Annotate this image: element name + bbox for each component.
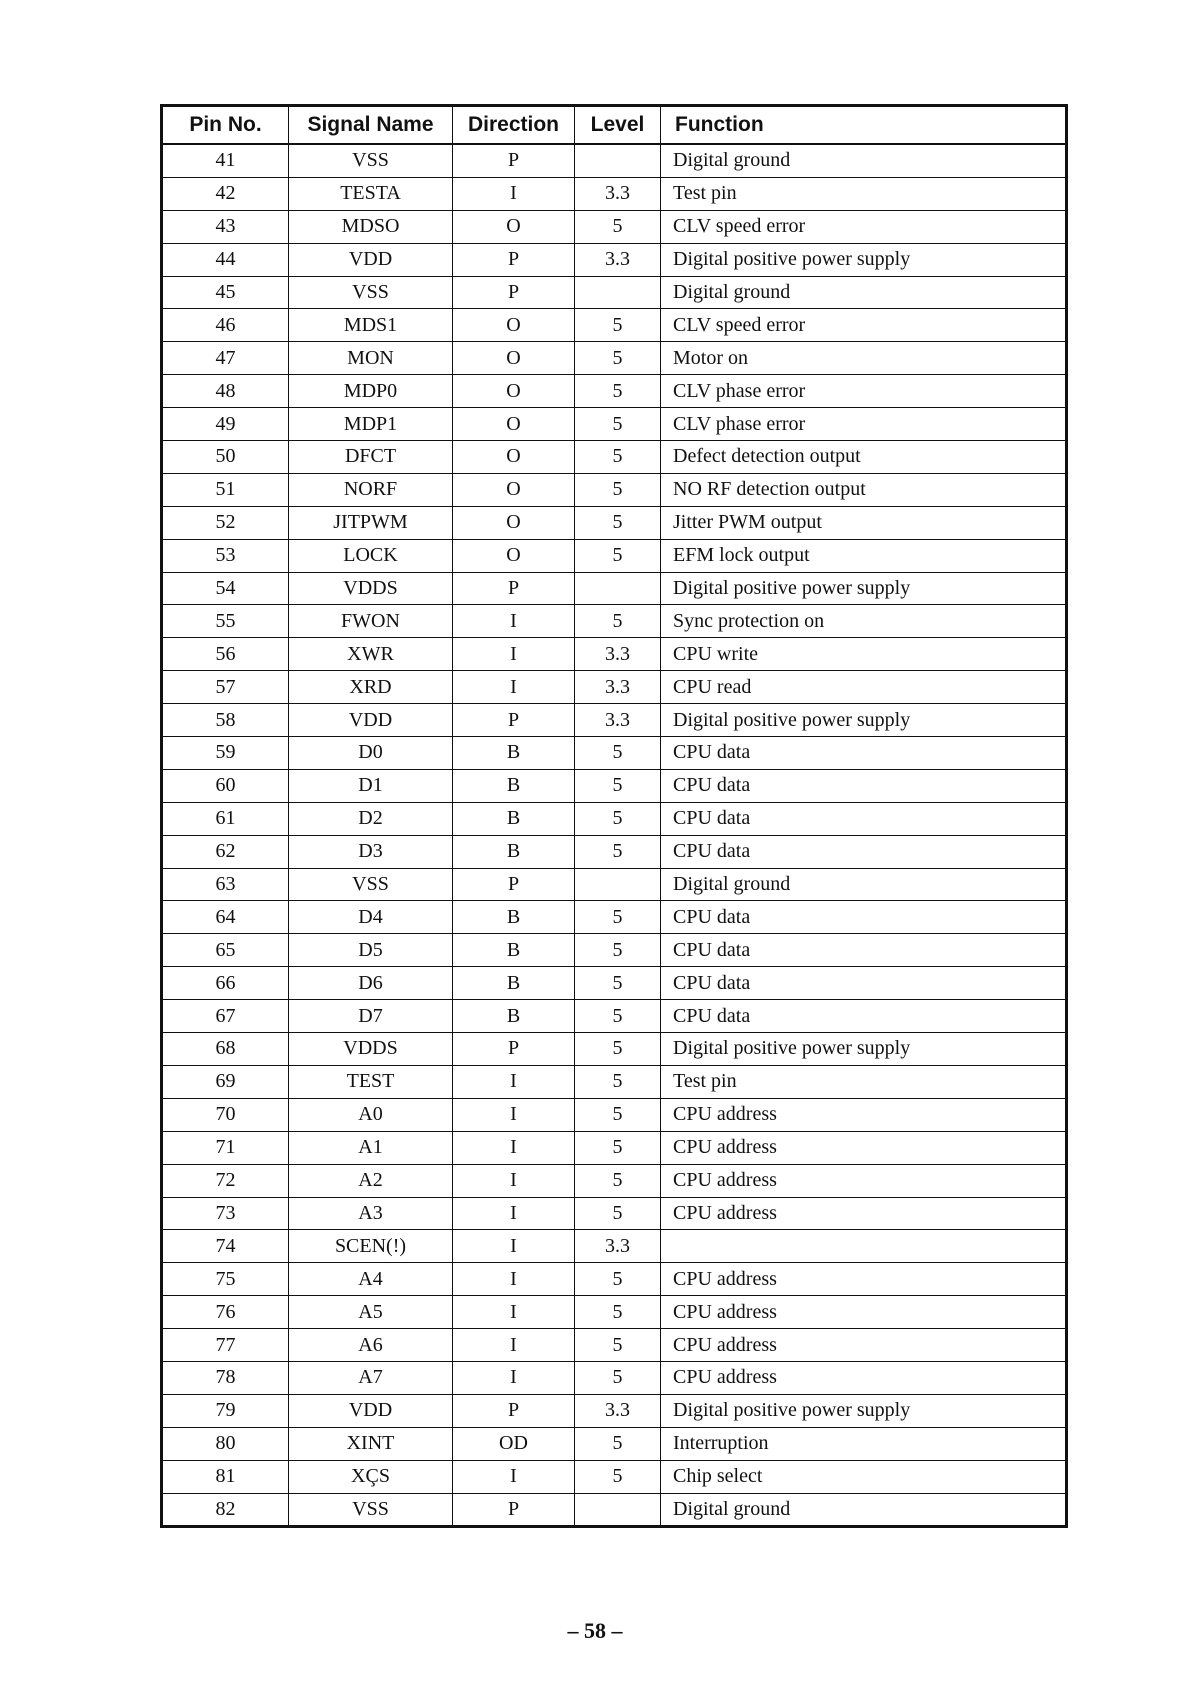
cell-signal-name: XRD [289,671,453,704]
cell-direction: O [453,408,575,441]
table-row [163,934,1066,967]
cell-signal-name: VDD [289,243,453,276]
cell-function: CPU address [661,1329,1066,1362]
table-row [163,1263,1066,1296]
cell-level: 5 [575,342,661,375]
cell-signal-name: MDP1 [289,408,453,441]
cell-function: EFM lock output [661,539,1066,572]
cell-signal-name: JITPWM [289,506,453,539]
cell-direction: O [453,342,575,375]
cell-function: CPU data [661,835,1066,868]
cell-direction: I [453,1098,575,1131]
cell-pin-no: 70 [163,1098,289,1131]
cell-signal-name: TESTA [289,177,453,210]
cell-function: CPU address [661,1131,1066,1164]
cell-function: CPU read [661,671,1066,704]
cell-pin-no: 80 [163,1427,289,1460]
table-row [163,243,1066,276]
cell-signal-name: LOCK [289,539,453,572]
cell-function: CLV speed error [661,309,1066,342]
table-row [163,539,1066,572]
table-row [163,802,1066,835]
table-row [163,1197,1066,1230]
cell-level: 5 [575,1296,661,1329]
cell-signal-name: D6 [289,967,453,1000]
cell-function: CPU data [661,737,1066,770]
cell-level: 5 [575,901,661,934]
cell-pin-no: 42 [163,177,289,210]
cell-direction: O [453,539,575,572]
table-row [163,1493,1066,1526]
cell-pin-no: 58 [163,704,289,737]
cell-function: CPU data [661,934,1066,967]
table-row [163,737,1066,770]
cell-level: 5 [575,210,661,243]
cell-pin-no: 74 [163,1230,289,1263]
cell-function: CPU data [661,769,1066,802]
table-row [163,901,1066,934]
cell-pin-no: 71 [163,1131,289,1164]
cell-signal-name: TEST [289,1065,453,1098]
cell-function: Digital ground [661,276,1066,309]
cell-pin-no: 63 [163,868,289,901]
cell-direction: B [453,934,575,967]
table-row [163,1131,1066,1164]
cell-signal-name: MDP0 [289,375,453,408]
cell-function: CLV phase error [661,375,1066,408]
cell-direction: I [453,1263,575,1296]
cell-level: 5 [575,1065,661,1098]
cell-pin-no: 59 [163,737,289,770]
cell-direction: I [453,1065,575,1098]
cell-function: CPU address [661,1263,1066,1296]
cell-level [575,868,661,901]
cell-level: 3.3 [575,1394,661,1427]
cell-direction: P [453,1493,575,1526]
cell-direction: B [453,901,575,934]
cell-level: 5 [575,1164,661,1197]
cell-function: CPU write [661,638,1066,671]
cell-pin-no: 60 [163,769,289,802]
cell-direction: O [453,441,575,474]
cell-function: CPU address [661,1361,1066,1394]
cell-function: Digital positive power supply [661,704,1066,737]
cell-signal-name: VSS [289,1493,453,1526]
cell-pin-no: 64 [163,901,289,934]
cell-signal-name: VDDS [289,1033,453,1066]
cell-signal-name: A5 [289,1296,453,1329]
cell-direction: B [453,737,575,770]
cell-level: 5 [575,737,661,770]
cell-level: 5 [575,441,661,474]
cell-function: Digital ground [661,144,1066,177]
cell-level [575,144,661,177]
table-row [163,1296,1066,1329]
cell-function: Defect detection output [661,441,1066,474]
cell-pin-no: 43 [163,210,289,243]
table-row [163,868,1066,901]
cell-pin-no: 57 [163,671,289,704]
cell-pin-no: 44 [163,243,289,276]
cell-signal-name: A4 [289,1263,453,1296]
cell-direction: I [453,1230,575,1263]
cell-function: Digital positive power supply [661,1394,1066,1427]
cell-function: CPU address [661,1197,1066,1230]
cell-signal-name: D3 [289,835,453,868]
cell-function: CLV speed error [661,210,1066,243]
cell-level: 5 [575,1000,661,1033]
cell-pin-no: 75 [163,1263,289,1296]
cell-signal-name: A0 [289,1098,453,1131]
cell-function: CPU address [661,1098,1066,1131]
cell-level [575,1493,661,1526]
cell-direction: O [453,506,575,539]
cell-function: CLV phase error [661,408,1066,441]
cell-direction: I [453,1361,575,1394]
table-row [163,769,1066,802]
table-row [163,375,1066,408]
table-row [163,506,1066,539]
cell-direction: OD [453,1427,575,1460]
cell-signal-name: XINT [289,1427,453,1460]
table-row [163,671,1066,704]
cell-pin-no: 73 [163,1197,289,1230]
cell-function: Digital ground [661,868,1066,901]
table-row [163,1230,1066,1263]
cell-direction: B [453,1000,575,1033]
cell-signal-name: A7 [289,1361,453,1394]
cell-pin-no: 52 [163,506,289,539]
cell-pin-no: 41 [163,144,289,177]
cell-direction: P [453,704,575,737]
cell-pin-no: 61 [163,802,289,835]
cell-direction: I [453,638,575,671]
cell-level: 5 [575,539,661,572]
cell-pin-no: 51 [163,473,289,506]
cell-level: 5 [575,967,661,1000]
cell-level: 3.3 [575,1230,661,1263]
cell-pin-no: 76 [163,1296,289,1329]
cell-level [575,276,661,309]
cell-signal-name: VDD [289,1394,453,1427]
table-row [163,1361,1066,1394]
cell-direction: B [453,802,575,835]
cell-function: CPU address [661,1296,1066,1329]
header-level: Level [575,107,661,145]
cell-signal-name: VDD [289,704,453,737]
table-row [163,605,1066,638]
cell-signal-name: VSS [289,144,453,177]
table-row [163,441,1066,474]
cell-signal-name: MDS1 [289,309,453,342]
cell-signal-name: D2 [289,802,453,835]
cell-level: 5 [575,769,661,802]
cell-signal-name: A2 [289,1164,453,1197]
cell-function: Motor on [661,342,1066,375]
cell-level: 5 [575,1197,661,1230]
cell-signal-name: D5 [289,934,453,967]
table-body [163,144,1066,1526]
cell-level: 3.3 [575,243,661,276]
cell-pin-no: 55 [163,605,289,638]
cell-level: 5 [575,1033,661,1066]
table-row [163,1394,1066,1427]
cell-direction: I [453,1197,575,1230]
cell-pin-no: 77 [163,1329,289,1362]
cell-function: NO RF detection output [661,473,1066,506]
cell-direction: B [453,769,575,802]
cell-level: 5 [575,375,661,408]
cell-function: Chip select [661,1460,1066,1493]
cell-level: 5 [575,473,661,506]
table-row [163,408,1066,441]
cell-level [575,572,661,605]
cell-signal-name: MDSO [289,210,453,243]
cell-direction: P [453,572,575,605]
cell-pin-no: 54 [163,572,289,605]
table-row [163,638,1066,671]
table-row [163,572,1066,605]
cell-level: 5 [575,1131,661,1164]
cell-level: 3.3 [575,704,661,737]
table-row [163,835,1066,868]
cell-level: 5 [575,506,661,539]
cell-signal-name: XWR [289,638,453,671]
header-pin-no: Pin No. [163,107,289,145]
cell-level: 3.3 [575,671,661,704]
cell-pin-no: 45 [163,276,289,309]
cell-pin-no: 66 [163,967,289,1000]
cell-level: 3.3 [575,638,661,671]
cell-signal-name: FWON [289,605,453,638]
cell-function: Sync protection on [661,605,1066,638]
cell-pin-no: 46 [163,309,289,342]
table-row [163,1065,1066,1098]
table-row [163,473,1066,506]
cell-signal-name: D7 [289,1000,453,1033]
table-row [163,342,1066,375]
table-row [163,276,1066,309]
cell-signal-name: SCEN(!) [289,1230,453,1263]
cell-signal-name: D4 [289,901,453,934]
header-signal-name: Signal Name [289,107,453,145]
cell-level: 5 [575,802,661,835]
cell-level: 5 [575,408,661,441]
cell-signal-name: DFCT [289,441,453,474]
cell-pin-no: 48 [163,375,289,408]
cell-level: 5 [575,1263,661,1296]
cell-signal-name: MON [289,342,453,375]
cell-direction: P [453,276,575,309]
cell-direction: B [453,835,575,868]
cell-level: 5 [575,1329,661,1362]
table-row [163,1164,1066,1197]
cell-direction: O [453,473,575,506]
cell-level: 5 [575,1427,661,1460]
cell-direction: P [453,243,575,276]
cell-direction: I [453,1131,575,1164]
page-number: – 58 – [567,1618,623,1643]
cell-direction: I [453,671,575,704]
cell-pin-no: 82 [163,1493,289,1526]
cell-pin-no: 65 [163,934,289,967]
cell-level: 5 [575,1361,661,1394]
cell-level: 5 [575,309,661,342]
cell-signal-name: XÇS [289,1460,453,1493]
cell-direction: O [453,375,575,408]
cell-function: CPU data [661,967,1066,1000]
cell-direction: P [453,868,575,901]
cell-function: Interruption [661,1427,1066,1460]
cell-direction: I [453,605,575,638]
cell-level: 5 [575,1098,661,1131]
cell-pin-no: 67 [163,1000,289,1033]
cell-signal-name: NORF [289,473,453,506]
cell-direction: I [453,1296,575,1329]
table-row [163,210,1066,243]
table-row [163,144,1066,177]
cell-pin-no: 62 [163,835,289,868]
cell-function: Test pin [661,177,1066,210]
cell-signal-name: A6 [289,1329,453,1362]
cell-function: Test pin [661,1065,1066,1098]
table-row [163,177,1066,210]
cell-function: CPU data [661,802,1066,835]
cell-pin-no: 68 [163,1033,289,1066]
cell-pin-no: 49 [163,408,289,441]
table-row [163,967,1066,1000]
cell-direction: P [453,1033,575,1066]
cell-pin-no: 79 [163,1394,289,1427]
cell-signal-name: A3 [289,1197,453,1230]
cell-direction: I [453,1460,575,1493]
cell-function: CPU address [661,1164,1066,1197]
cell-pin-no: 69 [163,1065,289,1098]
table-row [163,1427,1066,1460]
pin-table-frame [160,104,1068,1528]
cell-pin-no: 56 [163,638,289,671]
cell-signal-name: D1 [289,769,453,802]
table-row [163,704,1066,737]
cell-signal-name: VDDS [289,572,453,605]
cell-direction: P [453,1394,575,1427]
cell-pin-no: 53 [163,539,289,572]
cell-direction: O [453,210,575,243]
table-row [163,1000,1066,1033]
cell-function: Digital positive power supply [661,243,1066,276]
table-header-row [163,107,1066,145]
cell-direction: B [453,967,575,1000]
cell-signal-name: D0 [289,737,453,770]
cell-function: Digital ground [661,1493,1066,1526]
cell-level: 5 [575,835,661,868]
cell-direction: O [453,309,575,342]
cell-signal-name: VSS [289,276,453,309]
cell-pin-no: 72 [163,1164,289,1197]
cell-function: Digital positive power supply [661,572,1066,605]
cell-level: 5 [575,1460,661,1493]
cell-direction: I [453,1164,575,1197]
header-direction: Direction [453,107,575,145]
table-row [163,1329,1066,1362]
cell-pin-no: 47 [163,342,289,375]
table-row [163,1460,1066,1493]
cell-function: Jitter PWM output [661,506,1066,539]
cell-direction: P [453,144,575,177]
table-row [163,309,1066,342]
cell-signal-name: VSS [289,868,453,901]
cell-function: Digital positive power supply [661,1033,1066,1066]
table-row [163,1098,1066,1131]
cell-pin-no: 81 [163,1460,289,1493]
table-row [163,1033,1066,1066]
cell-function: CPU data [661,1000,1066,1033]
header-function: Function [661,107,1066,145]
cell-function [661,1230,1066,1263]
cell-signal-name: A1 [289,1131,453,1164]
cell-pin-no: 50 [163,441,289,474]
pin-table [162,106,1066,1526]
cell-level: 5 [575,934,661,967]
cell-level: 5 [575,605,661,638]
cell-pin-no: 78 [163,1361,289,1394]
cell-direction: I [453,1329,575,1362]
cell-function: CPU data [661,901,1066,934]
cell-level: 3.3 [575,177,661,210]
cell-direction: I [453,177,575,210]
